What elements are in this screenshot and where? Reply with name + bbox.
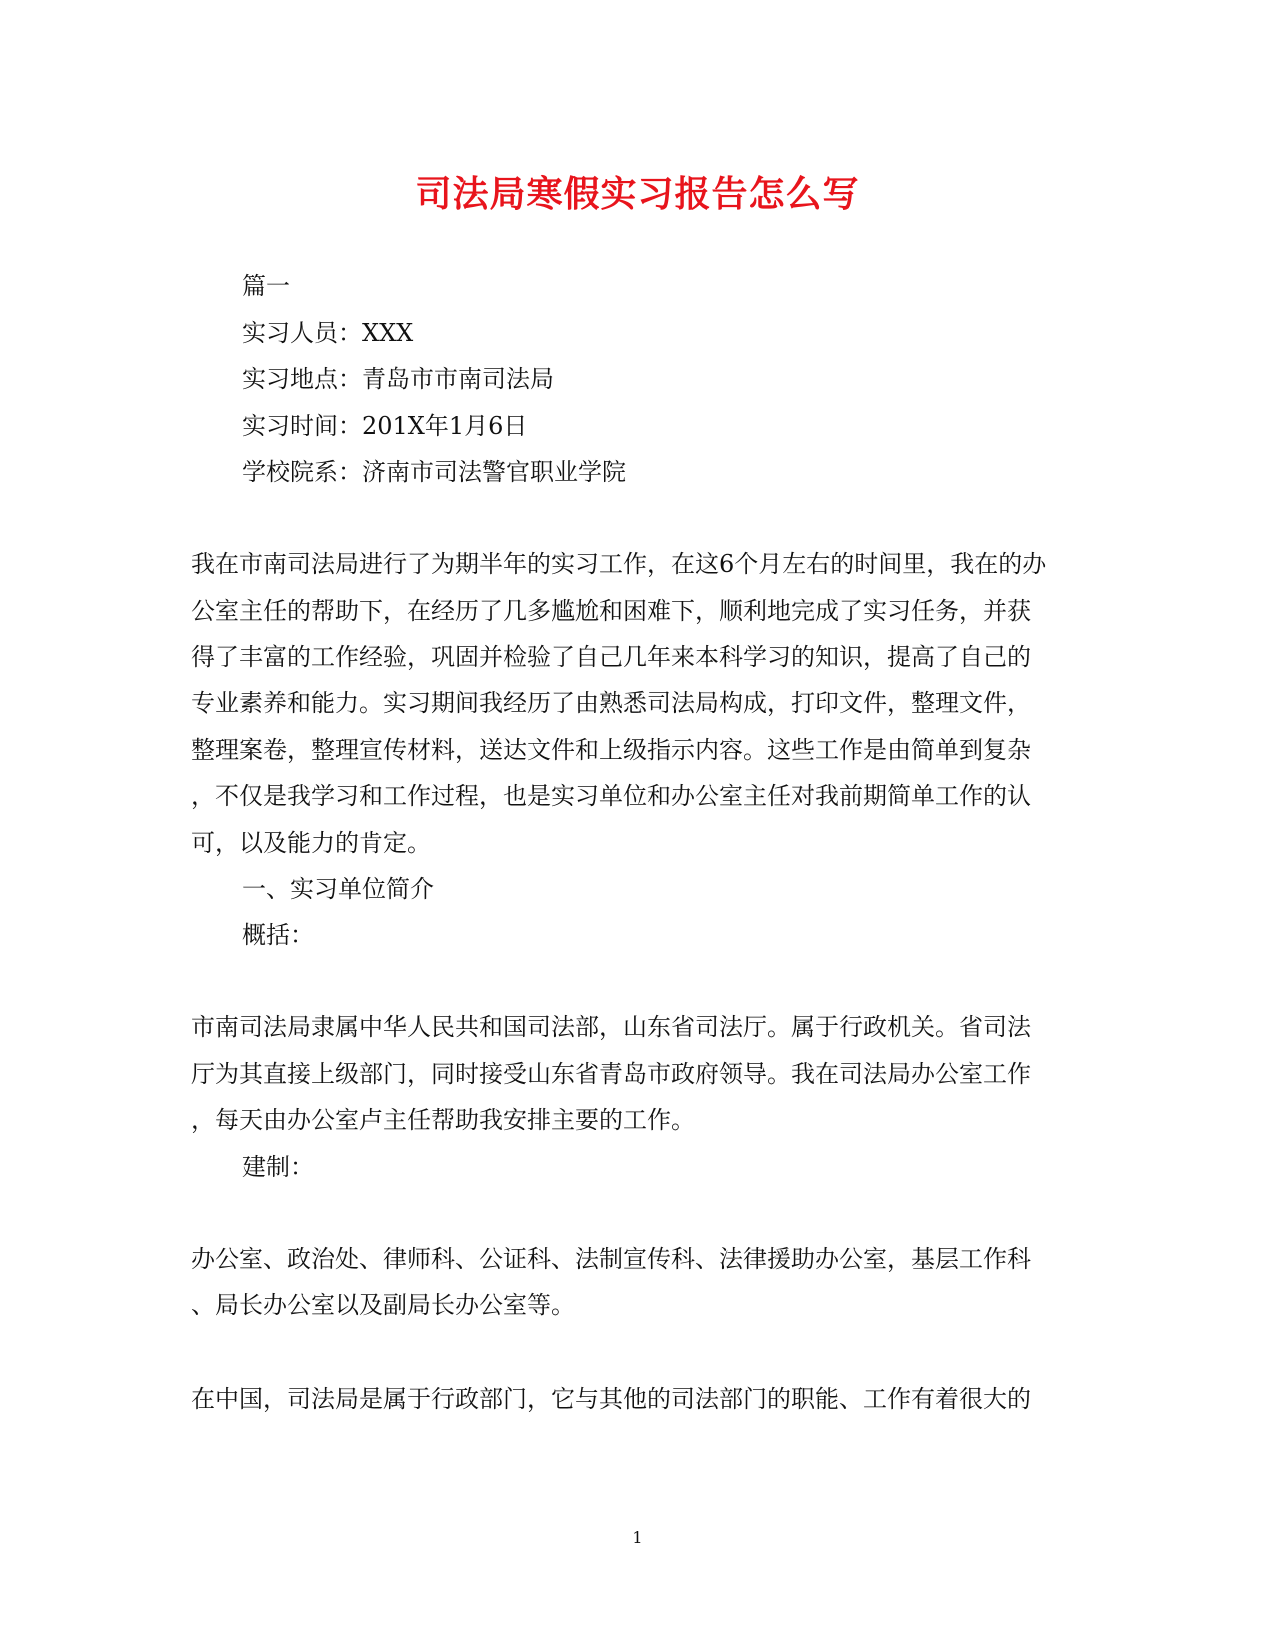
page-number: 1 (632, 1528, 643, 1547)
subheading-structure: 建制： (242, 1153, 314, 1181)
paragraph-line: 我在市南司法局进行了为期半年的实习工作，在这6个月左右的时间里，我在的办 (191, 550, 1047, 578)
paragraph-line: 办公室、政治处、律师科、公证科、法制宣传科、法律援助办公室，基层工作科 (191, 1245, 1031, 1273)
section-label: 篇一 (242, 272, 290, 300)
paragraph-line: ，每天由办公室卢主任帮助我安排主要的工作。 (191, 1106, 695, 1134)
paragraph-line: 、局长办公室以及副局长办公室等。 (191, 1291, 575, 1319)
paragraph-line: 厅为其直接上级部门，同时接受山东省青岛市政府领导。我在司法局办公室工作 (191, 1060, 1031, 1088)
section-heading: 一、实习单位简介 (242, 875, 434, 903)
paragraph-line: ，不仅是我学习和工作过程，也是实习单位和办公室主任对我前期简单工作的认 (191, 782, 1031, 810)
meta-intern: 实习人员：XXX (242, 319, 414, 347)
paragraph-line: 专业素养和能力。实习期间我经历了由熟悉司法局构成，打印文件，整理文件， (191, 689, 1031, 717)
paragraph-line: 市南司法局隶属中华人民共和国司法部，山东省司法厅。属于行政机关。省司法 (191, 1013, 1031, 1041)
paragraph-line: 在中国，司法局是属于行政部门，它与其他的司法部门的职能、工作有着很大的 (191, 1385, 1031, 1413)
page-title: 司法局寒假实习报告怎么写 (415, 173, 860, 215)
meta-school: 学校院系：济南市司法警官职业学院 (242, 458, 626, 486)
paragraph-line: 公室主任的帮助下，在经历了几多尴尬和困难下，顺利地完成了实习任务，并获 (191, 597, 1031, 625)
meta-location: 实习地点：青岛市市南司法局 (242, 365, 554, 393)
paragraph-line: 整理案卷，整理宣传材料，送达文件和上级指示内容。这些工作是由简单到复杂 (191, 736, 1031, 764)
paragraph-line: 得了丰富的工作经验，巩固并检验了自己几年来本科学习的知识，提高了自己的 (191, 643, 1031, 671)
subheading-overview: 概括： (242, 921, 314, 949)
meta-time: 实习时间：201X年1月6日 (242, 412, 528, 440)
paragraph-line: 可，以及能力的肯定。 (191, 829, 431, 857)
